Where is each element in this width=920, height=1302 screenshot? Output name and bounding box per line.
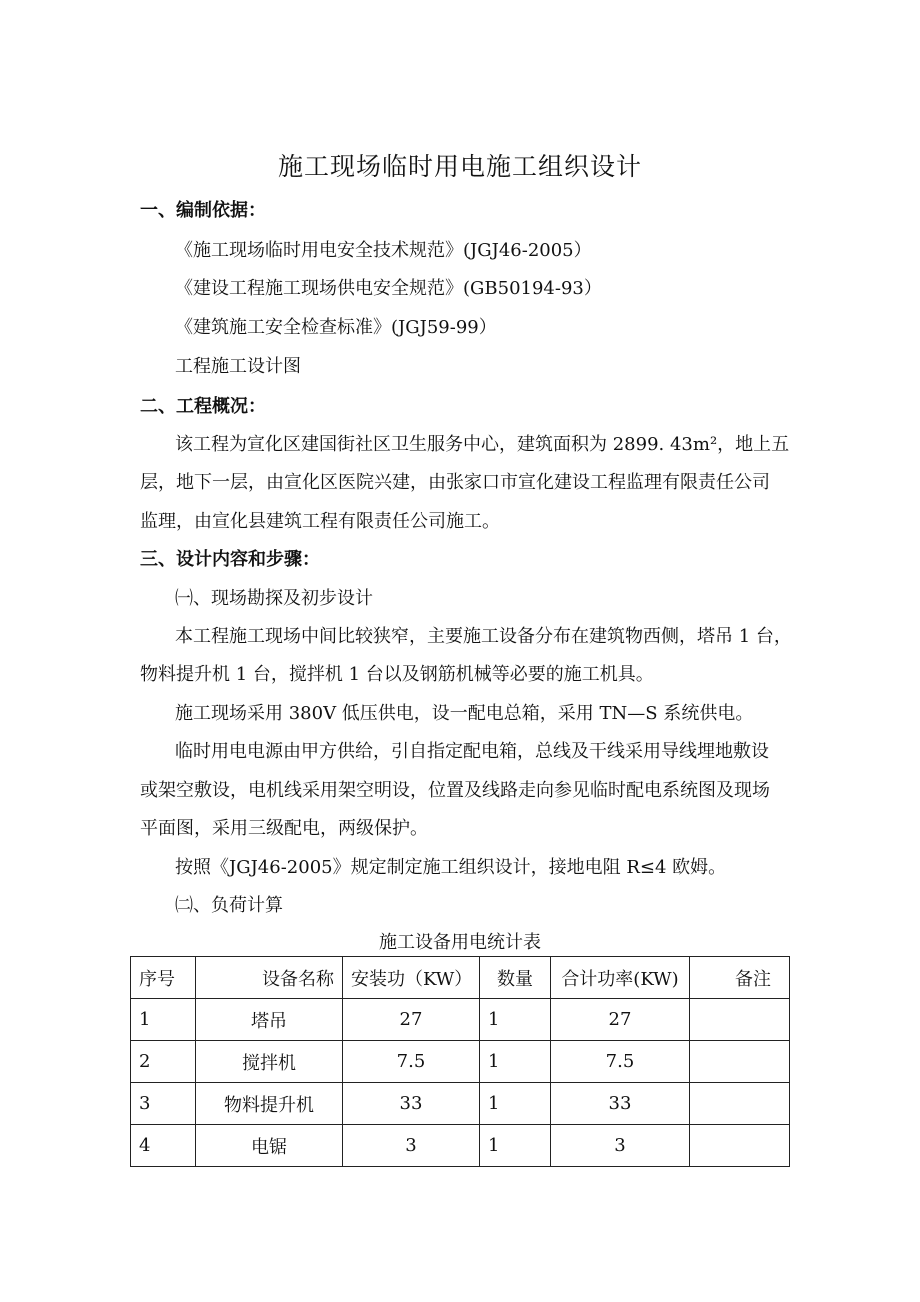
basis-item-2: 《建设工程施工现场供电安全规范》(GB50194-93） xyxy=(175,278,602,299)
header-quantity: 数量 xyxy=(480,957,551,999)
equipment-power-table xyxy=(130,956,790,1167)
section-heading-overview: 二、工程概况： xyxy=(140,396,266,417)
section-heading-design: 三、设计内容和步骤： xyxy=(140,549,320,570)
power-supply-para: 施工现场采用 380V 低压供电，设一配电总箱，采用 TN—S 系统供电。 xyxy=(175,703,754,724)
table-caption: 施工设备用电统计表 xyxy=(379,932,541,953)
header-equipment-name: 设备名称 xyxy=(196,957,343,999)
cell-equipment-name: 电锯 xyxy=(196,1125,343,1167)
cell-equipment-name: 塔吊 xyxy=(196,999,343,1041)
subsection-load-calc: ㈡、负荷计算 xyxy=(175,895,283,916)
table-row xyxy=(131,999,790,1041)
cell-installed-power: 27 xyxy=(343,999,480,1041)
cell-quantity: 1 xyxy=(480,999,551,1041)
source-para-line-2: 或架空敷设，电机线采用架空明设，位置及线路走向参见临时配电系统图及现场 xyxy=(140,780,770,801)
overview-line-1: 该工程为宣化区建国街社区卫生服务中心，建筑面积为 2899. 43m²，地上五 xyxy=(175,434,790,455)
cell-total-power: 33 xyxy=(551,1083,690,1125)
cell-installed-power: 3 xyxy=(343,1125,480,1167)
cell-remarks xyxy=(690,1041,790,1083)
overview-line-2: 层，地下一层，由宣化区医院兴建，由张家口市宣化建设工程监理有限责任公司 xyxy=(140,472,770,493)
basis-item-4: 工程施工设计图 xyxy=(175,356,301,377)
cell-quantity: 1 xyxy=(480,1125,551,1167)
cell-index: 1 xyxy=(131,999,196,1041)
table-row xyxy=(131,1041,790,1083)
header-remarks: 备注 xyxy=(690,957,790,999)
cell-total-power: 3 xyxy=(551,1125,690,1167)
cell-equipment-name: 搅拌机 xyxy=(196,1041,343,1083)
basis-item-3: 《建筑施工安全检查标准》(JGJ59-99） xyxy=(175,317,497,338)
survey-para-line-1: 本工程施工现场中间比较狭窄，主要施工设备分布在建筑物西侧，塔吊 1 台， xyxy=(175,626,792,647)
section-heading-basis: 一、编制依据： xyxy=(140,200,266,221)
header-index: 序号 xyxy=(131,957,196,999)
cell-remarks xyxy=(690,1125,790,1167)
cell-quantity: 1 xyxy=(480,1041,551,1083)
cell-equipment-name: 物料提升机 xyxy=(196,1083,343,1125)
header-installed-power: 安装功（KW） xyxy=(343,957,480,999)
source-para-line-3: 平面图，采用三级配电，两级保护。 xyxy=(140,818,428,839)
table-header-row xyxy=(131,957,790,999)
cell-index: 3 xyxy=(131,1083,196,1125)
overview-line-3: 监理，由宣化县建筑工程有限责任公司施工。 xyxy=(140,511,500,532)
cell-installed-power: 33 xyxy=(343,1083,480,1125)
cell-total-power: 7.5 xyxy=(551,1041,690,1083)
cell-remarks xyxy=(690,1083,790,1125)
basis-item-1: 《施工现场临时用电安全技术规范》(JGJ46-2005） xyxy=(175,240,592,261)
grounding-para: 按照《JGJ46-2005》规定制定施工组织设计，接地电阻 R≤4 欧姆。 xyxy=(175,857,727,878)
header-total-power: 合计功率(KW) xyxy=(551,957,690,999)
survey-para-line-2: 物料提升机 1 台，搅拌机 1 台以及钢筋机械等必要的施工机具。 xyxy=(140,664,654,685)
subsection-survey: ㈠、现场勘探及初步设计 xyxy=(175,588,373,609)
table-row xyxy=(131,1125,790,1167)
document-title: 施工现场临时用电施工组织设计 xyxy=(277,152,642,181)
cell-index: 2 xyxy=(131,1041,196,1083)
cell-installed-power: 7.5 xyxy=(343,1041,480,1083)
source-para-line-1: 临时用电电源由甲方供给，引自指定配电箱，总线及干线采用导线埋地敷设 xyxy=(175,741,769,762)
cell-remarks xyxy=(690,999,790,1041)
cell-index: 4 xyxy=(131,1125,196,1167)
cell-total-power: 27 xyxy=(551,999,690,1041)
table-row xyxy=(131,1083,790,1125)
cell-quantity: 1 xyxy=(480,1083,551,1125)
